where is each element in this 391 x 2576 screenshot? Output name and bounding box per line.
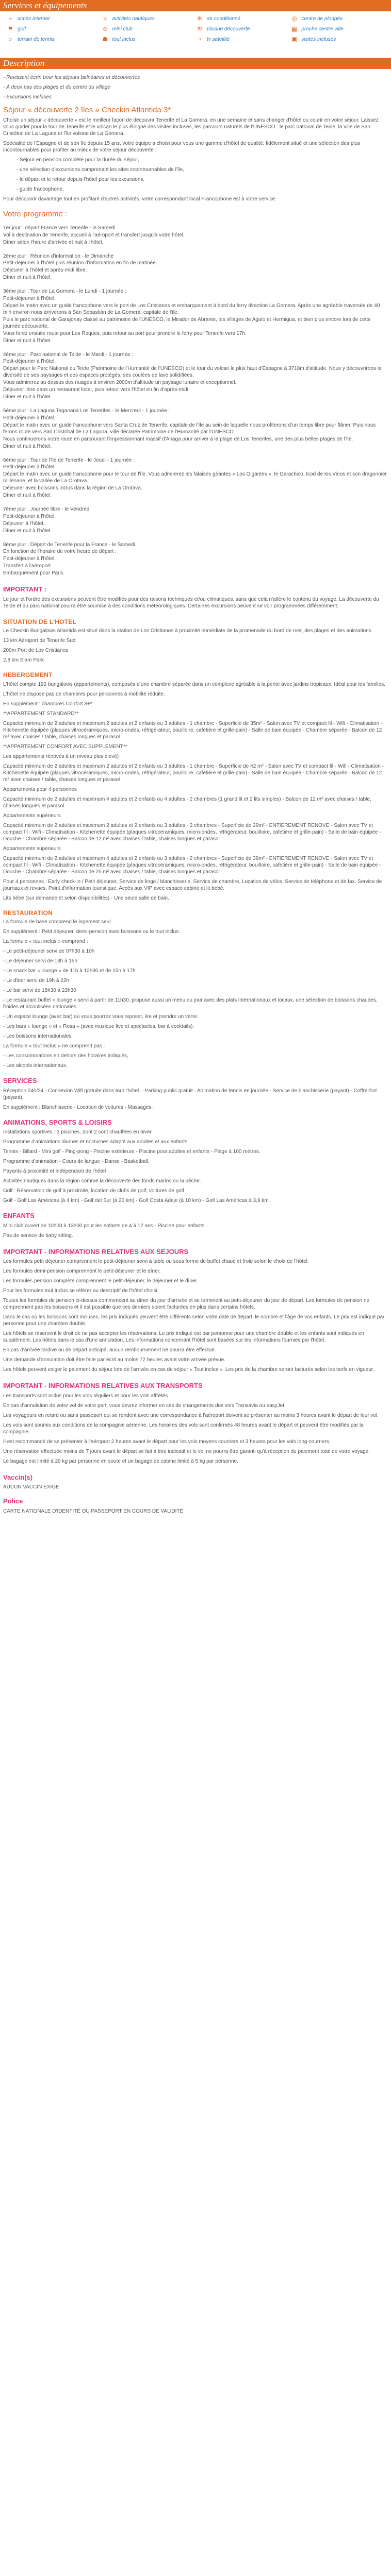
day-line: Puis le parc national de Garajonay classé au patrimoine de l'UNESCO, le Mirador de Abrante, les villages de Agulo et Hermigua, et bien plus encore lors de cette journée découverte. bbox=[3, 316, 371, 329]
vaccins-text: AUCUN VACCIN EXIGÉ bbox=[3, 1484, 59, 1490]
day-line: Petit-déjeuner à l'hôtel. bbox=[3, 464, 56, 470]
police-title: Police bbox=[3, 1497, 23, 1505]
restauration-line: La formule « tout inclus » ne comprend pas : bbox=[3, 1043, 105, 1049]
sejour-closing: Pour découvrir davantage tout en profitant d'autres activités, votre correspondant local Francophone est à votre service. bbox=[3, 196, 276, 202]
hebergement-paragraph: Appartements supérieurs bbox=[3, 812, 61, 819]
animations-line: Programme d'animation - Cours de langue - Danse - Basketball. bbox=[3, 1159, 150, 1164]
amenity-label: proche centre ville bbox=[301, 26, 344, 32]
day-line: Embarquement pour Paris. bbox=[3, 570, 65, 576]
restauration-line: La formule de base comprend le logement seul. bbox=[3, 919, 112, 925]
day-line: Petit-déjeuner à l'hôtel. bbox=[3, 415, 56, 421]
important-title: IMPORTANT : bbox=[3, 585, 47, 593]
amenity-label: tout inclus bbox=[112, 37, 136, 43]
important-sejours-line: Pour les formules tout inclus se référer au descriptif de l'hôtel choisi. bbox=[3, 1288, 159, 1294]
important-transports-lines bbox=[3, 1393, 388, 1465]
services-title: Services et équipements bbox=[3, 1, 87, 10]
hebergement-paragraph: Appartements pour 4 personnes bbox=[3, 786, 77, 792]
amenity-item bbox=[6, 15, 101, 23]
day-title: 2ème jour : Réunion d'information - le Dimanche bbox=[3, 253, 114, 259]
animations-line: Golf : Réservation de golf à proximité, location de clubs de golf, voitures de golf. bbox=[3, 1188, 186, 1194]
day-line: Départ pour le Parc National du Teide (Patrimoine de l'Humanité de l'UNESCO) et le tour du volcan le plus haut d'Espagne à 3718m d'altitude. Nous y découvrirons la diversité de ses paysages et des espaces protégés, ses coulées de lave solidifiées. bbox=[3, 366, 382, 378]
sejour-title: Séjour « découverte 2 îles » Checkin Atlantida 3* bbox=[3, 106, 171, 114]
day-line: Dîner et nuit à l'hôtel. bbox=[3, 443, 52, 449]
important-sejours-line: Toutes les formules de pension ci-dessus commencent au dîner du jour d'arrivée et se terminent au petit-déjeuner du jour de départ. Les formules de pension ne comprennent pas les boissons et il est possible que ces derniers soient facturées en plus dans certains hôtels. bbox=[3, 1298, 370, 1310]
important-sejours-lines bbox=[3, 1258, 388, 1373]
important-sejours-line: Dans le cas où les boissons sont incluses, les prix indiqués peuvent être différents selon votre date de départ, le nombre et l'âge de vos enfants. Le prix est indiqué par personne pour une chambre double. bbox=[3, 1314, 385, 1327]
hebergement-paragraph: Capacité minimum de 2 adultes et maximum 2 adultes et 2 enfants ou 3 adultes - 1 chambre - Superficie de 42 m² - Salon avec TV et compact fil - Wifi - Climatisation - Kitchenette équipée (plaques vitrocéramiques, micro-ondes, réfrigérateur, bouilloire, cafetière et grille-pain) - Salle de bain équipée - Chambre séparée - Balcon de 12 m² avec chaises / table, chaises longues et parasol bbox=[3, 763, 384, 783]
restauration-title: RESTAURATION bbox=[3, 909, 53, 917]
sejour-paragraph: Spécialité de l'Espagne et de son île depuis 15 ans, votre équipe a choisi pour vous une gamme d'hôtel de qualité, fidèlement situé et une sélection des plus incontournables pour profiter au mieux de votre séjour découverte : bbox=[3, 140, 361, 153]
programme-day bbox=[3, 288, 388, 344]
day-title: 4ème jour : Parc national de Teide - le Mardi - 1 journée : bbox=[3, 351, 134, 358]
day-title: 8ème jour : Départ de Tenerife pour la France - le Samedi bbox=[3, 541, 135, 548]
child-icon: ☺ bbox=[102, 25, 108, 33]
enfants-lines bbox=[3, 1223, 388, 1239]
intro-lines bbox=[3, 74, 388, 100]
programme-day bbox=[3, 541, 388, 577]
amenity-label: visites incluses bbox=[301, 37, 336, 43]
golf-flag-icon: ⚑ bbox=[7, 25, 13, 33]
amenity-item bbox=[6, 36, 101, 43]
satellite-icon: ◔ bbox=[198, 36, 202, 43]
hebergement-paragraph: Appartements supérieurs bbox=[3, 845, 61, 852]
enfants-line: Mini club ouvert de 10h00 à 13h00 pour les enfants de 4 à 12 ans - Piscine pour enfants. bbox=[3, 1223, 206, 1229]
bus-icon: ▣ bbox=[291, 36, 298, 43]
police-text: CARTE NATIONALE D'IDENTITÉ OU PASSEPORT EN COURS DE VALIDITÉ bbox=[3, 1508, 184, 1514]
intro-line: - À deux pas des plages et du centre du village bbox=[3, 84, 110, 90]
amenity-label: piscine découverte bbox=[207, 26, 250, 32]
day-title: 7ème jour : Journée libre - le Vendredi bbox=[3, 506, 91, 512]
important-sejours-title: IMPORTANT - INFORMATIONS RELATIVES AUX SEJOURS bbox=[3, 1247, 189, 1256]
wifi-icon: ⌁ bbox=[8, 15, 12, 23]
programme-day bbox=[3, 253, 388, 281]
restauration-line: - Le snack bar « lounge » de 11h à 12h30 et de 15h à 17h bbox=[3, 968, 136, 974]
services-section-title: SERVICES bbox=[3, 1077, 37, 1084]
amenity-label: air conditionné bbox=[207, 16, 241, 22]
important-sejours-line: Les hôtels peuvent exiger le paiement du séjour lors de l'arrivée en cas de séjour « Tout inclus ». Les prix de la chambre seront facturés selon les tarifs en vigueur. bbox=[3, 1367, 374, 1372]
tennis-icon: ○ bbox=[8, 36, 12, 43]
sejour-bullet: - Séjour en pension complète pour la durée du séjour, bbox=[17, 157, 139, 163]
important-sejours-line: Les formules pension complète comprennent le petit-déjeuner, le déjeuner et le dîner. bbox=[3, 1278, 199, 1284]
animations-line: Golf - Golf Las Américas (à 4 km) - Golf del Sur (à 20 km) - Golf Costa Adeje (à 10 km) - Golf Las Américas à 3,9 km. bbox=[3, 1198, 270, 1204]
day-line: Petit-déjeuner à l'hôtel. bbox=[3, 513, 56, 519]
enfants-line: Pas de service de baby sitting. bbox=[3, 1232, 73, 1239]
day-line: Dîner et nuit à l'hôtel. bbox=[3, 275, 52, 280]
restauration-line: - Les alcools internationaux. bbox=[3, 1063, 68, 1069]
day-line: Vous admirerez au dessus des nuages à environ 2000m d'altitude un paysage lunaire et exceptionnel. bbox=[3, 380, 237, 385]
amenity-label: mini club bbox=[112, 26, 133, 32]
situation-line: 200m Port de Los Cristianos bbox=[3, 648, 69, 653]
hebergement-paragraph: Pour 4 personnes : Early check-in / Petit déjeuner, Service de linge / blanchisserie, Service de chambre, Location de vélos, Service de téléphone et de fax, Service de journaux et revues, Point d'information touristique. Accès aux VIP avec espace cabine et lit bébé. bbox=[3, 878, 382, 891]
amenity-item bbox=[196, 26, 290, 33]
important-transports-line: Les voyageurs en retard ou sans passeport qui se rendent avec une correspondance à l'aéroport doivent se présenter au moins 3 heures avant le départ de leur vol. bbox=[3, 1412, 379, 1418]
programme-day bbox=[3, 408, 388, 450]
day-line: En fonction de l'horaire de votre heure de départ : bbox=[3, 549, 117, 554]
amenity-item bbox=[196, 36, 290, 43]
important-sejours-line: Une demande d'annulation doit être faite par écrit au moins 72 heures avant votre arrivée prévue. bbox=[3, 1357, 226, 1363]
day-line: Vol à destination de Tenerife, accueil à l'aéroport et transfert jusqu'à votre hôtel. bbox=[3, 232, 185, 238]
amenity-item bbox=[101, 36, 196, 43]
day-line: Nous continuerons notre route en parcourant l'impressionnant massif d'Anaga pour arriver à la plage de Los Tenerifes, une des plus belles plages de l'île. bbox=[3, 436, 353, 442]
vaccins-title: Vaccin(s) bbox=[3, 1473, 33, 1481]
sejour-bullets bbox=[3, 157, 388, 193]
restauration-line: - Les boissons internationales. bbox=[3, 1033, 73, 1039]
day-line: Déjeuner à l'hôtel et après-midi libre. bbox=[3, 267, 87, 273]
animations-line: Tennis - Billard - Mini golf - Ping-pong - Piscine extérieure - Piscine pour adultes et enfants - Plage à 100 mètres. bbox=[3, 1149, 260, 1155]
day-title: 6ème jour : Tour de l'île de Tenerife - le Jeudi - 1 journée : bbox=[3, 457, 135, 463]
day-line: Déjeuner à l'hôtel. bbox=[3, 520, 45, 527]
sejour-paragraphs bbox=[3, 117, 388, 154]
animations-lines bbox=[3, 1129, 388, 1204]
animations-line: Programme d'animations diurnes et nocturnes adapté aux adultes et aux enfants. bbox=[3, 1139, 189, 1145]
hebergement-paragraph: Capacité minimum de 2 adultes et maximum 4 adultes et 2 enfants ou 3 adultes - 2 chambres - Superficie de 39m² - ENTIEREMENT RENOVE - Salon avec TV et compact fil - Wifi - Climatisation - Kitchenette équipée (plaques vitrocéramiques, micro-ondes, réfrigérateur, bouilloire, cafetière et grille-pain) - Salle de bain équipée - Douche - Chambre séparée - Balcon de 25 m² avec chaises / table, chaises longues et parasol bbox=[3, 855, 381, 875]
situation-lines bbox=[3, 628, 388, 664]
sejour-bullet: - guide francophone. bbox=[17, 186, 64, 192]
situation-line: Le Checkin Bungalows Atlantida est situé dans la station de Los Cristianos à proximité immédiate de la promenade du bord de mer, des plages et des animations. bbox=[3, 628, 373, 634]
amenity-item bbox=[196, 15, 290, 23]
important-transports-line: Le bagage est limité à 20 kg par personne en soute et un bagage de cabine limité à 5 kg par personne. bbox=[3, 1458, 238, 1464]
hebergement-paragraph: En supplément : chambres Confort 3+* bbox=[3, 701, 92, 707]
restauration-line: En supplément : Petit déjeuner, demi-pension avec boissons ou le tout inclus. bbox=[3, 929, 180, 935]
description-banner bbox=[0, 58, 391, 69]
programme-day bbox=[3, 225, 388, 246]
important-transports-line: Une réservation effectuée moins de 7 jours avant le départ se fait à titre indicatif et le vol ne pourra être garanti qu'à réception du paiement total de votre voyage. bbox=[3, 1448, 370, 1454]
intro-line: - Excursions incluses bbox=[3, 94, 52, 100]
situation-line: 2,8 km Siam Park bbox=[3, 657, 44, 663]
restauration-line: - Le dîner servi de 19h à 22h bbox=[3, 978, 69, 984]
wave-icon: ≈ bbox=[103, 15, 107, 23]
day-line: Dîner et nuit à l'hôtel. bbox=[3, 394, 52, 400]
services-banner bbox=[0, 0, 391, 11]
services-line: En supplément : Blanchisserie - Location de voitures - Massages. bbox=[3, 1104, 153, 1110]
hebergement-paragraph: Les appartements rénovés à un niveau plus élevé) bbox=[3, 753, 119, 759]
sejour-bullet: - le départ et le retour depuis l'hôtel pour les excursions, bbox=[17, 176, 145, 182]
important-sejours-line: Les formules demi-pension comprennent le petit-déjeuner et le dîner. bbox=[3, 1268, 161, 1274]
animations-line: Installations sportives : 3 piscines, dont 2 sont chauffées en hiver. bbox=[3, 1129, 153, 1135]
programme-day bbox=[3, 457, 388, 499]
situation-line: 13 km Aéroport de Tenerife Sud bbox=[3, 638, 76, 643]
services-line: Réception 24h/24 - Connexion Wifi gratuite dans tout l'hôtel – Parking public gratuit - Animation de tennis en journée - Service de blanchisserie (payant) - Coffre-fort (payant). bbox=[3, 1088, 377, 1100]
hebergement-paragraph: Capacité minimum de 2 adultes et maximum 2 adultes et 2 enfants ou 3 adultes - 2 chambres - Superficie de 29m² - ENTIEREMENT RENOVE - Salon avec TV et compact fil - Wifi - Climatisation - Kitchenette équipée (plaques vitrocéramiques, micro-ondes, réfrigérateur, bouilloire, cafetière et grille-pain) - Salle de bain équipée - Douche - Chambre séparée - Balcon de 12 m² avec chaises / table, chaises longues et parasol bbox=[3, 822, 381, 842]
animations-line: Payants à proximité et indépendant de l'hôtel : bbox=[3, 1168, 109, 1174]
diver-icon: ◎ bbox=[291, 15, 297, 23]
important-sejours-line: Les hôtels se réservent le droit de ne pas accepter les réservations. Le prix indiqué est par personne pour une chambre double et les enfants sont indiqués en supplément. Les hôtels dans le cas d'une annulation. Les informations concernant l'hôtel sont basées sur les informations fournies par l'hôtel. bbox=[3, 1331, 364, 1343]
important-sejours-line: Les formules petit déjeuner comprennent le petit-déjeuner servi à table ou sous forme de buffet chaud et froid selon le choix de l'hôtel. bbox=[3, 1259, 309, 1264]
day-line: Petit-déjeuner à l'hôtel puis réunion d'information en fin de matinée. bbox=[3, 260, 157, 266]
day-line: Petit-déjeuner à l'hôtel. bbox=[3, 556, 56, 562]
day-line: Départ le matin avec un guide francophone vers le port de Los Cristianos et embarquement à bord du ferry direction La Gomera. Après une agréable traversée de 40 min environ nous arriverons à San Sebastián de La Gomera, capitale de l'île. bbox=[3, 302, 380, 315]
amenity-label: tv satellite bbox=[207, 37, 230, 43]
amenity-label: activités nautiques bbox=[112, 16, 155, 22]
day-line: Dîner selon l'heure d'arrivée et nuit à l'hôtel. bbox=[3, 239, 104, 245]
hebergement-paragraph: Capacité minimum de 2 adultes et maximum 4 adultes et 2 enfants ou 4 adultes - 2 chambres (1 grand lit et 2 lits simples) - Balcon de 12 m² avec chaises / table, chaises longues et parasol bbox=[3, 796, 371, 809]
sejour-paragraph: Choisir un séjour « découverte » est le meilleur façon de découvrir Tenerife et La Gomera, en une semaine et sans changer d'hôtel ou courir en votre séjour. Laissez vous guider pour la tour de Tenerife et le volcan le plus éloigné des visites incluses, les parcours naturels de l'UNESCO : le parc national de Teide, la ville de San Cristóbal de La Laguna et l'île voisine de La Gomera. bbox=[3, 117, 379, 137]
pool-icon: ≋ bbox=[197, 25, 203, 33]
hebergement-paragraphs bbox=[3, 681, 388, 902]
amenity-label: accès internet bbox=[18, 16, 50, 22]
important-transports-line: Les transports sont inclus pour les vols réguliers et pour les vols affrétés. bbox=[3, 1393, 170, 1399]
programme-days bbox=[3, 225, 388, 577]
restauration-line: La formule « tout inclus » comprend : bbox=[3, 939, 88, 944]
amenity-item bbox=[290, 36, 385, 43]
important-sejours-line: En cas d'arrivée tardive ou de départ anticipé, aucun remboursement ne pourra être effectué. bbox=[3, 1347, 216, 1353]
day-line: Dîner et nuit à l'hôtel. bbox=[3, 528, 52, 534]
hebergement-paragraph: Capacité minimum de 2 adultes et maximum 2 adultes et 2 enfants ou 3 adultes - 1 chambre - Superficie de 35m² - Salon avec TV et compact fil - Wifi - Climatisation - Kitchenette équipée (plaques vitrocéramiques, micro-ondes, réfrigérateur, bouilloire, cafetière et grille-pain) - Salle de bain équipée - Chambre séparée - Balcon de 12 m² avec chaises / table, chaises longues et parasol bbox=[3, 720, 383, 740]
programme-day bbox=[3, 506, 388, 534]
building-icon: ▦ bbox=[291, 25, 298, 33]
day-line: Départ le matin avec un guide francophone pour le tour de l'île. Vous admirerez les falaises géantes « Los Gigantes », le Garachico, Icod de los Vinos et son dragonnier millénaire, et la vallée de La Orotava. bbox=[3, 471, 387, 484]
programme-day bbox=[3, 351, 388, 401]
important-text: Le jour et l'ordre des excursions peuvent être modifiés pour des raisons techniques et/ou climatiques, sans que cela n'altère le contenu du voyage. La découverte du Teide et du parc national pourra être soumise à des conditions météorologiques. Certaines excursions peuvent se voir programmées différemment. bbox=[3, 596, 379, 609]
enfants-title: ENFANTS bbox=[3, 1212, 35, 1219]
restauration-paragraphs bbox=[3, 919, 388, 1069]
day-title: 3ème jour : Tour de La Gomera - le Lundi - 1 journée : bbox=[3, 289, 126, 294]
services-lines bbox=[3, 1088, 388, 1111]
amenity-label: golf bbox=[18, 26, 26, 32]
animations-line: Activités nautiques dans la région comme la découverte des fonds marins ou la pêche. bbox=[3, 1178, 201, 1184]
restauration-line: - Les bars « lounge » et « Rosa » (avec musique live et spectacles, bar à cocktails). bbox=[3, 1024, 194, 1029]
restauration-line: - Le restaurant buffet « lounge » servi à partir de 11h30, propose aussi un menu du jour avec des plats internationaux et locaux, une sélection de boissons chaudes, froides et alcoolisées nationales. bbox=[3, 997, 378, 1010]
restauration-line: - Le déjeuner servi de 13h à 15h bbox=[3, 958, 77, 964]
important-transports-line: En cas d'annulation de votre vol de votre part, vous devrez informer en cas de changements des vols Transavia ou easyJet. bbox=[3, 1402, 286, 1409]
day-line: Petit-déjeuner à l'hôtel. bbox=[3, 359, 56, 364]
cocktail-icon: ☗ bbox=[102, 36, 108, 43]
description-title: Description bbox=[3, 58, 45, 68]
restauration-line: - Le petit-déjeuner servi de 07h30 à 10h bbox=[3, 948, 95, 954]
description-content bbox=[0, 69, 391, 1515]
day-line: Dîner et nuit à l'hôtel. bbox=[3, 493, 52, 498]
day-line: Vous ferez ensuite route pour Los Roques, puis retour au port pour prendre le ferry pour Tenerife vers 17h. bbox=[3, 330, 247, 336]
important-transports-title: IMPORTANT - INFORMATIONS RELATIVES AUX TRANSPORTS bbox=[3, 1382, 203, 1389]
restauration-line: - Le bar servi de 18h30 à 23h30 bbox=[3, 988, 76, 993]
day-line: Déjeuner libre dans un restaurant local, puis retour vers l'hôtel en fin d'après-midi. bbox=[3, 387, 190, 393]
restauration-line: - Les consommations en dehors des horaires indiqués, bbox=[3, 1053, 128, 1059]
amenity-label: terrain de tennis bbox=[18, 37, 55, 43]
hebergement-paragraph: **APPARTEMENT CONFORT AVEC SUPPLÉMENT** bbox=[3, 743, 127, 750]
hebergement-paragraph: **APPARTEMENT STANDARD** bbox=[3, 710, 79, 717]
day-line: Petit-déjeuner à l'hôtel. bbox=[3, 295, 56, 301]
amenity-item bbox=[101, 26, 196, 33]
intro-line: - Ravissant écrin pour les séjours balnéaires et découvertes bbox=[3, 75, 140, 80]
day-line: Déjeuner avec boissons inclus dans la région de La Orotava. bbox=[3, 485, 142, 491]
important-transports-line: Les vols sont soumis aux conditions de la compagnie aérienne. Les horaires des vols sont confirmés 48 heures avant le départ et peuvent être modifiés par la compagnie. bbox=[3, 1422, 364, 1435]
situation-title: SITUATION DE L'HOTEL bbox=[3, 618, 76, 625]
amenity-label: centre de plongée bbox=[301, 16, 343, 22]
amenity-item bbox=[290, 15, 385, 23]
hebergement-paragraph: Lits bébé (sur demande et selon disponibilités) - Une seule salle de bain. bbox=[3, 895, 169, 901]
amenities-grid bbox=[0, 11, 391, 46]
programme-title: Votre programme : bbox=[3, 209, 68, 218]
day-line: Dîner et nuit à l'hôtel. bbox=[3, 337, 52, 344]
amenity-item bbox=[101, 15, 196, 23]
restauration-line: - Un espace lounge (avec bar) où vous pourrez vous reposer, lire et prendre un verre. bbox=[3, 1014, 199, 1020]
day-line: Départ le matin avec un guide francophone vers Santa Cruz de Tenerife, capitale de l'île au sein de laquelle nous profiterons d'un temps libre pour flâner. Puis nous ferons route vers San Cristóbal de La Laguna, ville déclarée Patrimoine de l'Humanité par l'UNESCO. bbox=[3, 422, 376, 435]
animations-title: ANIMATIONS, SPORTS & LOISIRS bbox=[3, 1118, 112, 1126]
day-title: 1er jour : départ France vers Tenerife - le Samedi bbox=[3, 225, 116, 231]
day-title: 5ème jour : La Laguna Taganana Los Tenerifes - le Mercredi - 1 journée : bbox=[3, 408, 170, 414]
hebergement-title: HEBERGEMENT bbox=[3, 671, 53, 679]
sejour-bullet: - une sélection d'excursions comprenant les sites incontournables de l'île, bbox=[17, 166, 185, 173]
day-line: Transfert à l'aéroport. bbox=[3, 563, 52, 569]
hebergement-paragraph: L'hôtel compte 192 bungalows (appartements), composés d'une chambre séparée dans un complexe agréable à la pente avec jardins tropicaux. Idéal pour les familles. bbox=[3, 681, 385, 687]
amenity-item bbox=[290, 26, 385, 33]
snowflake-icon: ❄ bbox=[197, 15, 203, 23]
hebergement-paragraph: L'hôtel ne dispose pas de chambres pour personnes à mobilité réduite. bbox=[3, 691, 165, 697]
important-transports-line: Il est recommandé de se présenter à l'aéroport 2 heures avant le départ pour les vols moyens courriers et 3 heures pour les vols long-courriers. bbox=[3, 1438, 331, 1445]
amenity-item bbox=[6, 26, 101, 33]
